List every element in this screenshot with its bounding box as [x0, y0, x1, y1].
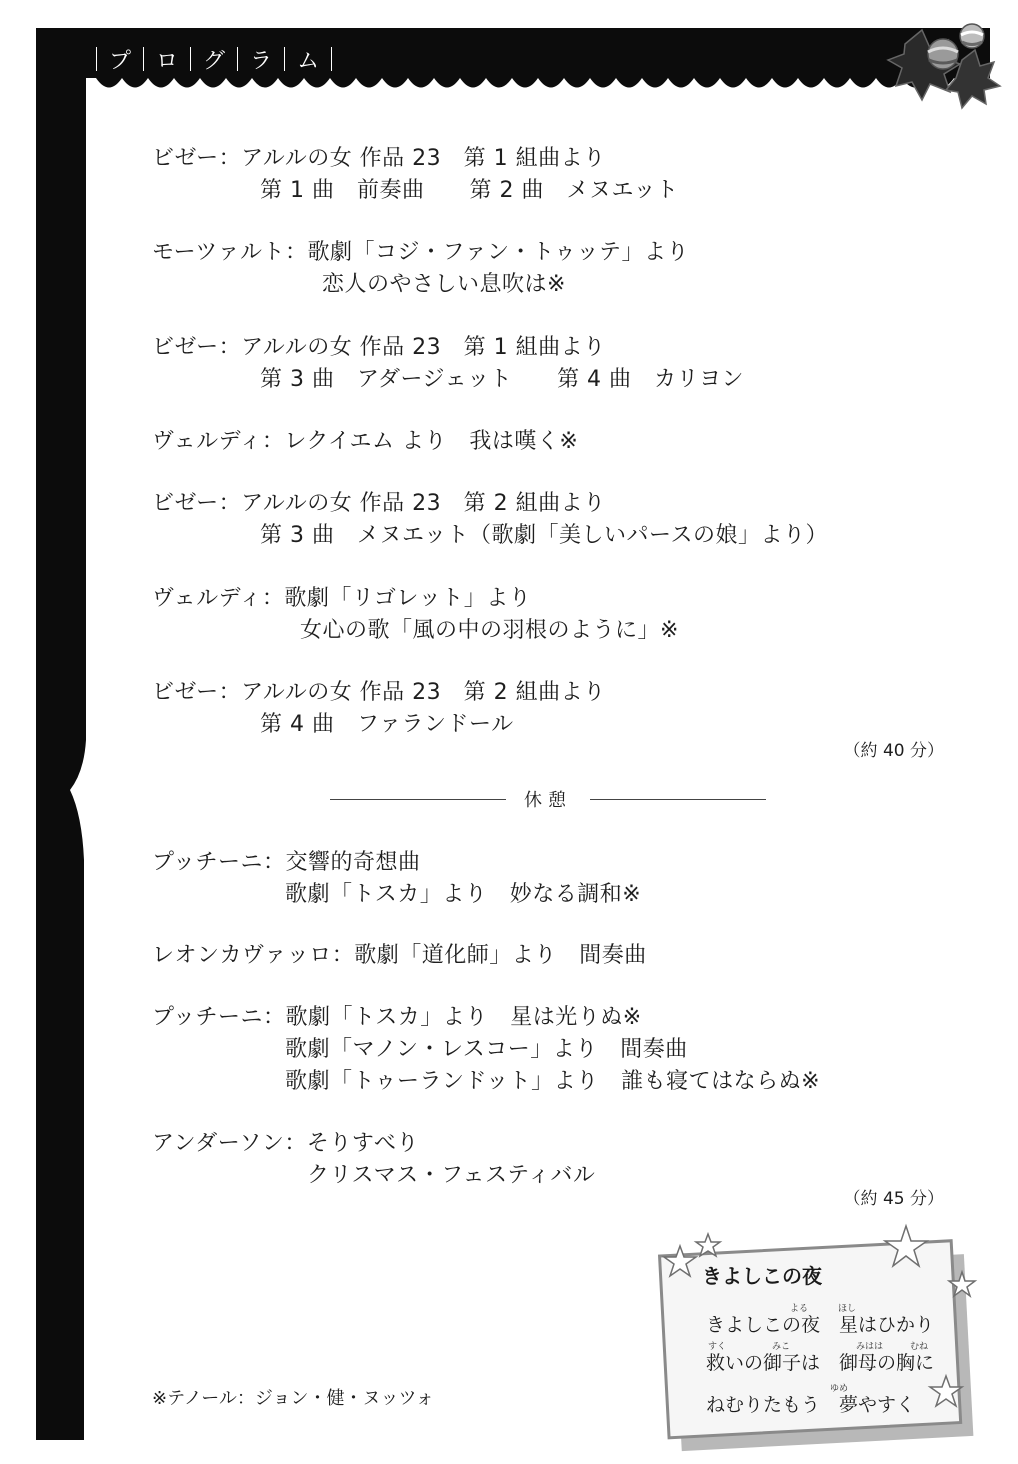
heading-char: ム [297, 48, 320, 74]
lyric-text: ねむりたもう 夢やすく [706, 1394, 916, 1416]
heading-char: グ [203, 48, 226, 74]
program-entry-composer: ビゼー：アルルの女 作品 23 第 1 組曲より [152, 146, 606, 171]
carol-card-background [650, 1222, 980, 1452]
ruby-text: みはは [856, 1342, 884, 1352]
carol-lyric-line [706, 1304, 935, 1337]
heading-char: ラ [250, 48, 273, 74]
heading-char: ロ [156, 48, 179, 74]
program-entry-piece: 歌劇「トゥーランドット」より 誰も寝てはならぬ※ [285, 1069, 821, 1094]
carol-lyric-line [706, 1384, 916, 1417]
heading-divider [143, 47, 144, 71]
program-entry-composer: ビゼー：アルルの女 作品 23 第 2 組曲より [152, 491, 606, 516]
ruby-text: ゆめ [830, 1384, 849, 1394]
program-entry-piece: 歌劇「マノン・レスコー」より 間奏曲 [285, 1037, 688, 1062]
program-entry-composer: モーツァルト：歌劇「コジ・ファン・トゥッテ」より [152, 240, 690, 265]
program-entry-piece: クリスマス・フェスティバル [307, 1163, 596, 1188]
heading-divider [284, 47, 285, 71]
ornament-ball [960, 24, 984, 48]
carol-card [650, 1222, 980, 1452]
program-entry-composer: ビゼー：アルルの女 作品 23 第 1 組曲より [152, 335, 606, 360]
ruby-text: すく [708, 1342, 727, 1352]
program-entry-piece: 女心の歌「風の中の羽根のように」※ [300, 618, 679, 643]
ruby-text: むね [910, 1342, 929, 1352]
program-entry-composer: ヴェルディ：歌劇「リゴレット」より [152, 586, 532, 611]
heading-divider [190, 47, 191, 71]
program-entry-composer: ビゼー：アルルの女 作品 23 第 2 組曲より [152, 680, 606, 705]
intermission-label: 休憩 [524, 790, 572, 811]
ruby-text: みこ [772, 1342, 791, 1352]
program-heading [84, 44, 344, 74]
program-entry-piece: 歌劇「トスカ」より 妙なる調和※ [285, 882, 642, 907]
heading-char: プ [109, 48, 132, 74]
ruby-text: ほし [838, 1304, 857, 1314]
program-entry-composer: プッチーニ：交響的奇想曲 [152, 850, 421, 875]
carol-lyric-line [706, 1342, 935, 1375]
ruby-text: よる [790, 1304, 809, 1314]
program-entry-composer: ヴェルディ：レクイエム より 我は嘆く※ [152, 429, 579, 454]
heading-divider [331, 47, 332, 71]
lyric-text: 救いの御子は 御母の胸に [706, 1352, 935, 1374]
duration-second-half: （約 45 分） [843, 1189, 944, 1209]
program-entry-piece: 恋人のやさしい息吹は※ [322, 272, 566, 297]
ornament-ball [928, 39, 958, 69]
program-entry-composer: アンダーソン：そりすべり [152, 1131, 419, 1156]
intermission-divider [330, 786, 766, 812]
program-entry-piece: 第 1 曲 前奏曲 第 2 曲 メヌエット [260, 178, 679, 203]
program-entry-composer: プッチーニ：歌劇「トスカ」より 星は光りぬ※ [152, 1005, 642, 1030]
carol-title: きよしこの夜 [702, 1264, 822, 1288]
footnote-tenor: ※テノール：ジョン・健・ヌッツォ [152, 1388, 434, 1409]
program-entry-piece: 第 3 曲 メヌエット（歌劇「美しいパースの娘」より） [260, 523, 828, 548]
intermission-rule [590, 799, 766, 800]
program-entry-piece: 第 4 曲 ファランドール [260, 712, 514, 737]
lyric-text: きよしこの夜 星はひかり [706, 1314, 935, 1336]
heading-divider [237, 47, 238, 71]
intermission-rule [330, 799, 506, 800]
duration-first-half: （約 40 分） [843, 741, 944, 761]
heading-divider [96, 47, 97, 71]
program-entry-piece: 第 3 曲 アダージェット 第 4 曲 カリヨン [260, 367, 745, 392]
program-entry-composer: レオンカヴァッロ：歌劇「道化師」より 間奏曲 [152, 943, 647, 968]
